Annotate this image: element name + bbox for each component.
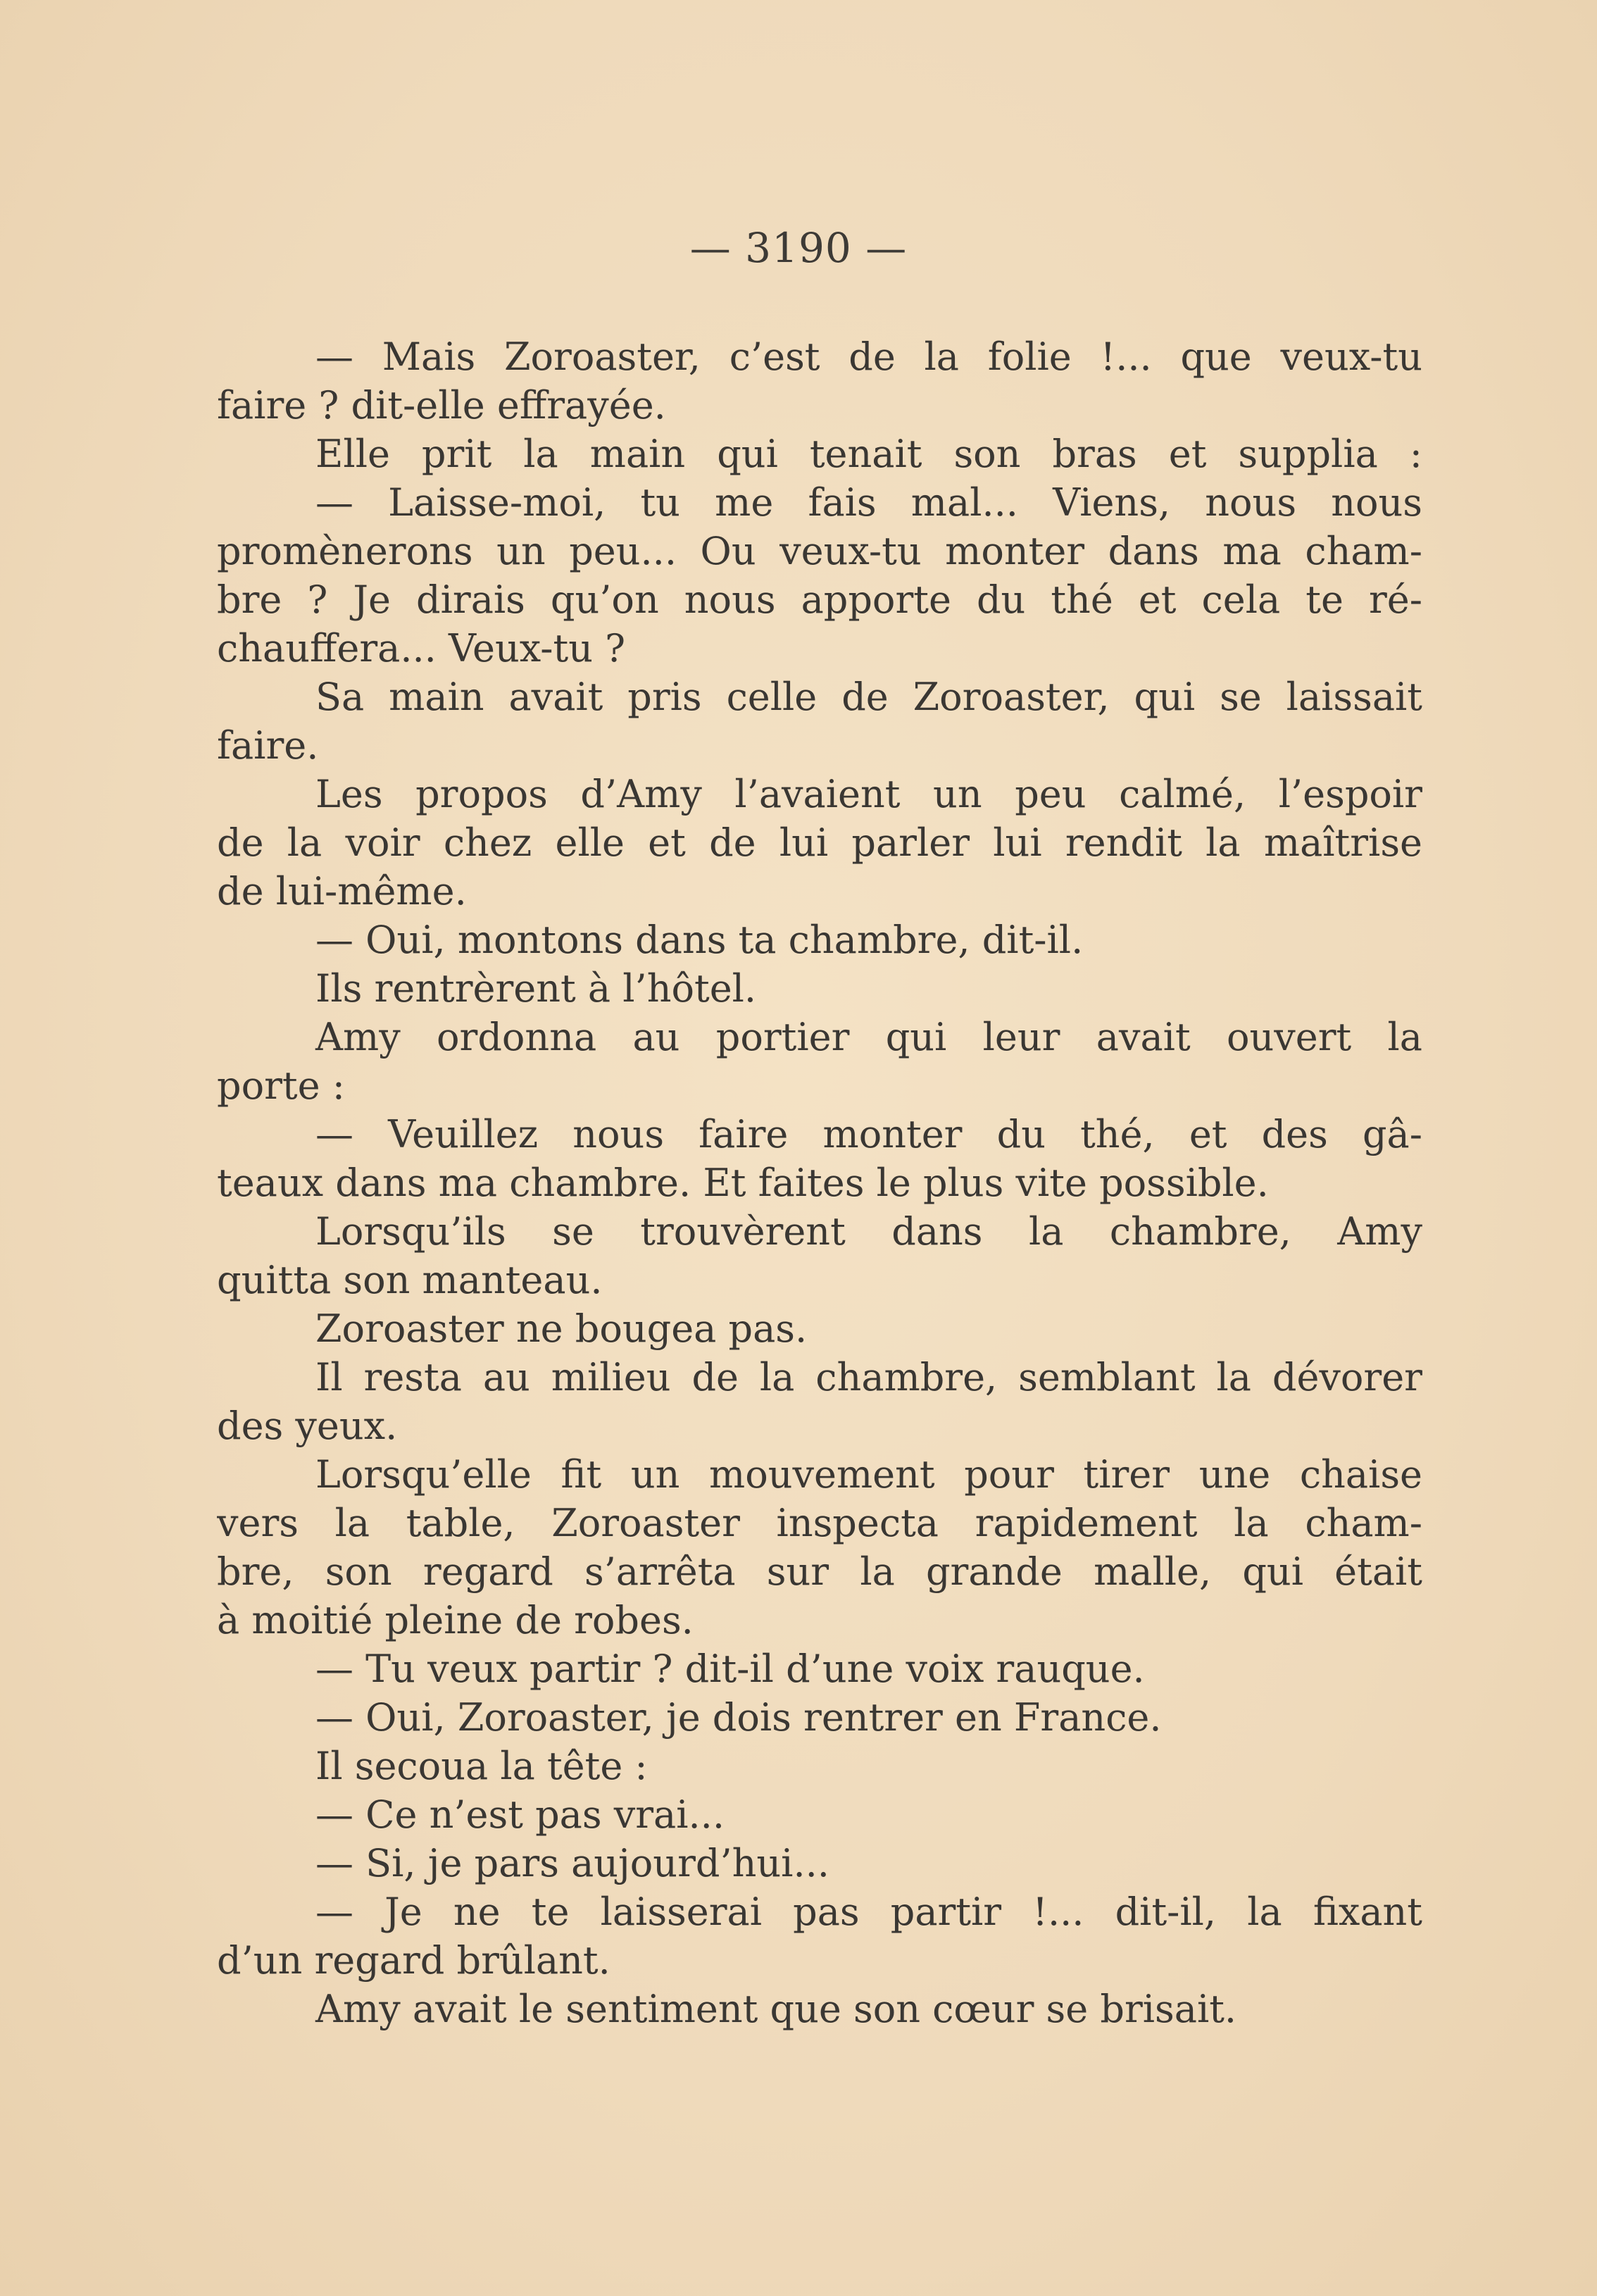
text-line: — Mais Zoroaster, c’est de la folie !... que veux-tu: [315, 335, 1422, 379]
text-line: Amy avait le sentiment que son cœur se brisait.: [315, 1987, 1237, 2031]
text-line: Lorsqu’ils se trouvèrent dans la chambre, Amy: [315, 1209, 1422, 1254]
text-line: — Laisse-moi, tu me fais mal... Viens, nous nous: [315, 480, 1422, 525]
text-line: Elle prit la main qui tenait son bras et supplia :: [315, 432, 1422, 476]
text-line: bre ? Je dirais qu’on nous apporte du thé et cela te ré-: [217, 578, 1422, 622]
text-line: chauffera... Veux-tu ?: [217, 626, 626, 670]
page-number: — 3190 —: [689, 224, 908, 272]
text-line: Zoroaster ne bougea pas.: [315, 1306, 808, 1351]
text-line: — Oui, montons dans ta chambre, dit-il.: [315, 918, 1084, 962]
text-line: promènerons un peu... Ou veux-tu monter dans ma cham-: [217, 529, 1422, 573]
text-line: bre, son regard s’arrêta sur la grande malle, qui était: [217, 1549, 1422, 1594]
body-text: [217, 332, 1422, 2033]
text-line: teaux dans ma chambre. Et faites le plus vite possible.: [217, 1161, 1269, 1205]
text-line: — Veuillez nous faire monter du thé, et des gâ-: [315, 1112, 1422, 1156]
text-line: faire ? dit-elle effrayée.: [217, 383, 666, 428]
text-line: vers la table, Zoroaster inspecta rapidement la cham-: [217, 1501, 1422, 1545]
text-line: d’un regard brûlant.: [217, 1938, 610, 1983]
text-line: Il secoua la tête :: [315, 1744, 648, 1788]
text-line: des yeux.: [217, 1404, 398, 1448]
text-line: à moitié pleine de robes.: [217, 1598, 694, 1642]
text-line: quitta son manteau.: [217, 1258, 603, 1302]
text-line: Sa main avait pris celle de Zoroaster, qui se laissait: [315, 675, 1422, 719]
text-line: porte :: [217, 1063, 345, 1108]
text-line: faire.: [217, 723, 319, 768]
text-line: — Je ne te laisserai pas partir !... dit-il, la fixant: [315, 1890, 1422, 1934]
text-line: — Ce n’est pas vrai...: [315, 1792, 725, 1837]
text-line: de la voir chez elle et de lui parler lui rendit la maîtrise: [217, 821, 1422, 865]
text-line: Amy ordonna au portier qui leur avait ouvert la: [315, 1015, 1422, 1059]
text-line: — Si, je pars aujourd’hui...: [315, 1841, 829, 1885]
text-line: — Tu veux partir ? dit-il d’une voix rauque.: [315, 1647, 1145, 1691]
text-line: Ils rentrèrent à l’hôtel.: [315, 966, 757, 1011]
text-line: Il resta au milieu de la chambre, semblant la dévorer: [315, 1355, 1422, 1399]
text-line: Les propos d’Amy l’avaient un peu calmé, l’espoir: [315, 772, 1422, 816]
text-line: de lui-même.: [217, 869, 467, 913]
text-line: Lorsqu’elle fit un mouvement pour tirer une chaise: [315, 1452, 1422, 1497]
text-line: — Oui, Zoroaster, je dois rentrer en France.: [315, 1695, 1162, 1740]
